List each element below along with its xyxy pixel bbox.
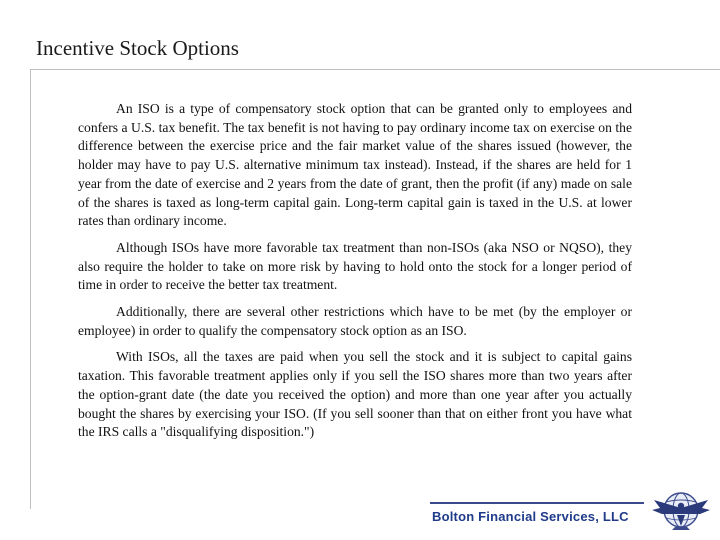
title-divider: [30, 69, 720, 70]
slide-title: Incentive Stock Options: [36, 36, 239, 60]
company-name: Bolton Financial Services, LLC: [432, 509, 629, 524]
paragraph-iso-definition: An ISO is a type of compensatory stock option that can be granted only to employees and confers a U.S. tax benefit. The tax benefit is not having to pay ordinary income tax on exercise on the difference between the exercise price and the fair market value of the shares issued (however, the holder may have to pay U.S. alternative minimum tax instead). Instead, if the shares are held for 1 year from the date of exercise and 2 years from the date of grant, then the profit (if any) made on sale of the shares is taxed as long-term capital gain. Long-term capital gain is taxed in the U.S. at lower rates than ordinary income.: [78, 101, 632, 229]
globe-eagle-logo-icon: [650, 488, 712, 534]
paragraph-iso-restrictions: Additionally, there are several other restrictions which have to be met (by the employer or employee) in order to qualify the compensatory stock option as an ISO.: [78, 304, 632, 338]
slide-body: [78, 100, 632, 450]
left-border: [30, 69, 31, 509]
paragraph-iso-taxation: With ISOs, all the taxes are paid when you sell the stock and it is subject to capital gains taxation. This favorable treatment applies only if you sell the ISO shares more than two years after the option-grant date (the date you received the option) and more than one year after you actually bought the shares by exercising your ISO. (If you sell sooner than that on either front you have what the IRS calls a "disqualifying disposition."): [78, 349, 632, 440]
footer-divider: [430, 502, 644, 504]
paragraph-iso-risk: Although ISOs have more favorable tax treatment than non-ISOs (aka NSO or NQSO), they also require the holder to take on more risk by having to hold onto the stock for a longer period of time in order to receive the better tax treatment.: [78, 239, 632, 293]
